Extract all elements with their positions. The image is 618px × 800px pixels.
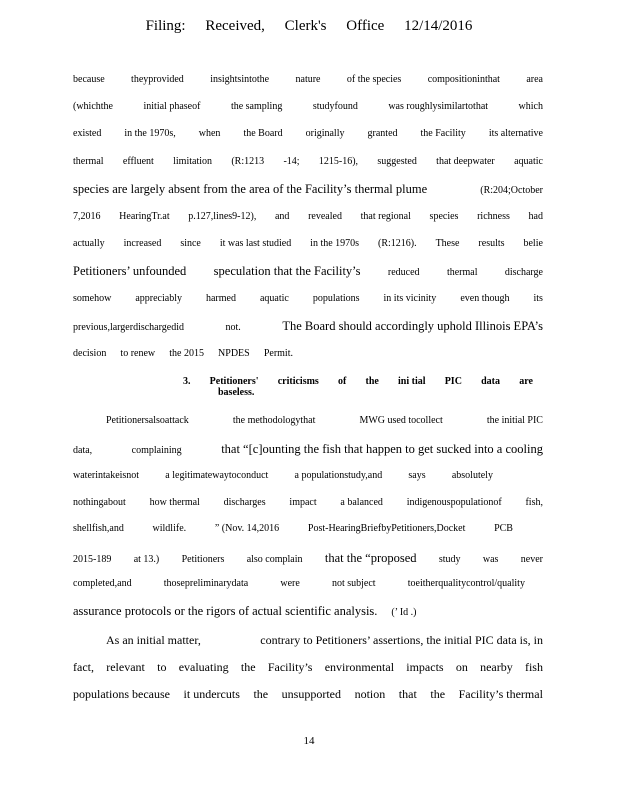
text-line-10: previous,largerdischargedid not. The Board should accordingly uphold Illinois EPA’s bbox=[73, 319, 543, 333]
text-line-2: (whichthe initial phaseof the sampling studyfound was roughlysimilartothat which bbox=[73, 101, 543, 112]
text-line-6: 7,2016 HearingTr.at p.127,lines9-12), and revealed that regional species richness had bbox=[73, 211, 543, 222]
section-heading: 3. Petitioners' criticisms of the ini tial PIC data are baseless. bbox=[183, 376, 533, 398]
text-line-1: because theyprovided insightsintothe nature of the species compositioninthat area bbox=[73, 74, 543, 85]
text-line-8: Petitioners’ unfounded speculation that the Facility’s reduced thermal discharge bbox=[73, 264, 543, 278]
header-office: Office bbox=[346, 18, 385, 34]
filing-header bbox=[0, 18, 618, 35]
text-line-13: data, complaining that “[c]ounting the fish that happen to get sucked into a cooling bbox=[73, 442, 543, 456]
header-date: 12/14/2016 bbox=[404, 18, 473, 34]
text-line-20: As an initial matter, contrary to Petitioners’ assertions, the initial PIC data is, in bbox=[106, 633, 543, 647]
text-line-19: assurance protocols or the rigors of actual scientific analysis. (’ Id .) bbox=[73, 604, 417, 618]
text-line-5: species are largely absent from the area of the Facility’s thermal plume (R:204;October bbox=[73, 182, 543, 196]
text-line-7: actually increased since it was last studied in the 1970s (R:1216). These results belie bbox=[73, 238, 543, 249]
text-line-12: Petitionersalsoattack the methodologythat MWG used tocollect the initial PIC bbox=[106, 415, 543, 426]
header-filing: Filing: bbox=[145, 18, 186, 34]
text-line-16: shellfish,and wildlife. ” (Nov. 14,2016 Post-HearingBriefbyPetitioners,Docket PCB bbox=[73, 523, 513, 534]
text-line-9: somehow appreciably harmed aquatic populations in its vicinity even though its bbox=[73, 293, 543, 304]
header-received: Received, bbox=[205, 18, 265, 34]
text-line-18: completed,and thosepreliminarydata were not subject toeitherqualitycontrol/quality bbox=[73, 578, 525, 589]
text-line-15: nothingabout how thermal discharges impact a balanced indigenouspopulationof fish, bbox=[73, 497, 543, 508]
text-line-11: decision to renew the 2015 NPDES Permit. bbox=[73, 348, 293, 359]
page-number: 14 bbox=[303, 735, 315, 747]
text-line-21: fact, relevant to evaluating the Facility’s environmental impacts on nearby fish bbox=[73, 660, 543, 674]
text-line-22: populations because it undercuts the unsupported notion that the Facility’s thermal bbox=[73, 687, 543, 701]
text-line-3: existed in the 1970s, when the Board originally granted the Facility its alternative bbox=[73, 128, 543, 139]
text-line-14: waterintakeisnot a legitimatewaytoconduct a populationstudy,and says absolutely bbox=[73, 470, 493, 481]
text-line-17: 2015-189 at 13.) Petitioners also complain that the “proposed study was never bbox=[73, 551, 543, 565]
header-clerks: Clerk's bbox=[284, 18, 327, 34]
text-line-4: thermal effluent limitation (R:1213 -14; 1215-16), suggested that deepwater aquatic bbox=[73, 156, 543, 167]
